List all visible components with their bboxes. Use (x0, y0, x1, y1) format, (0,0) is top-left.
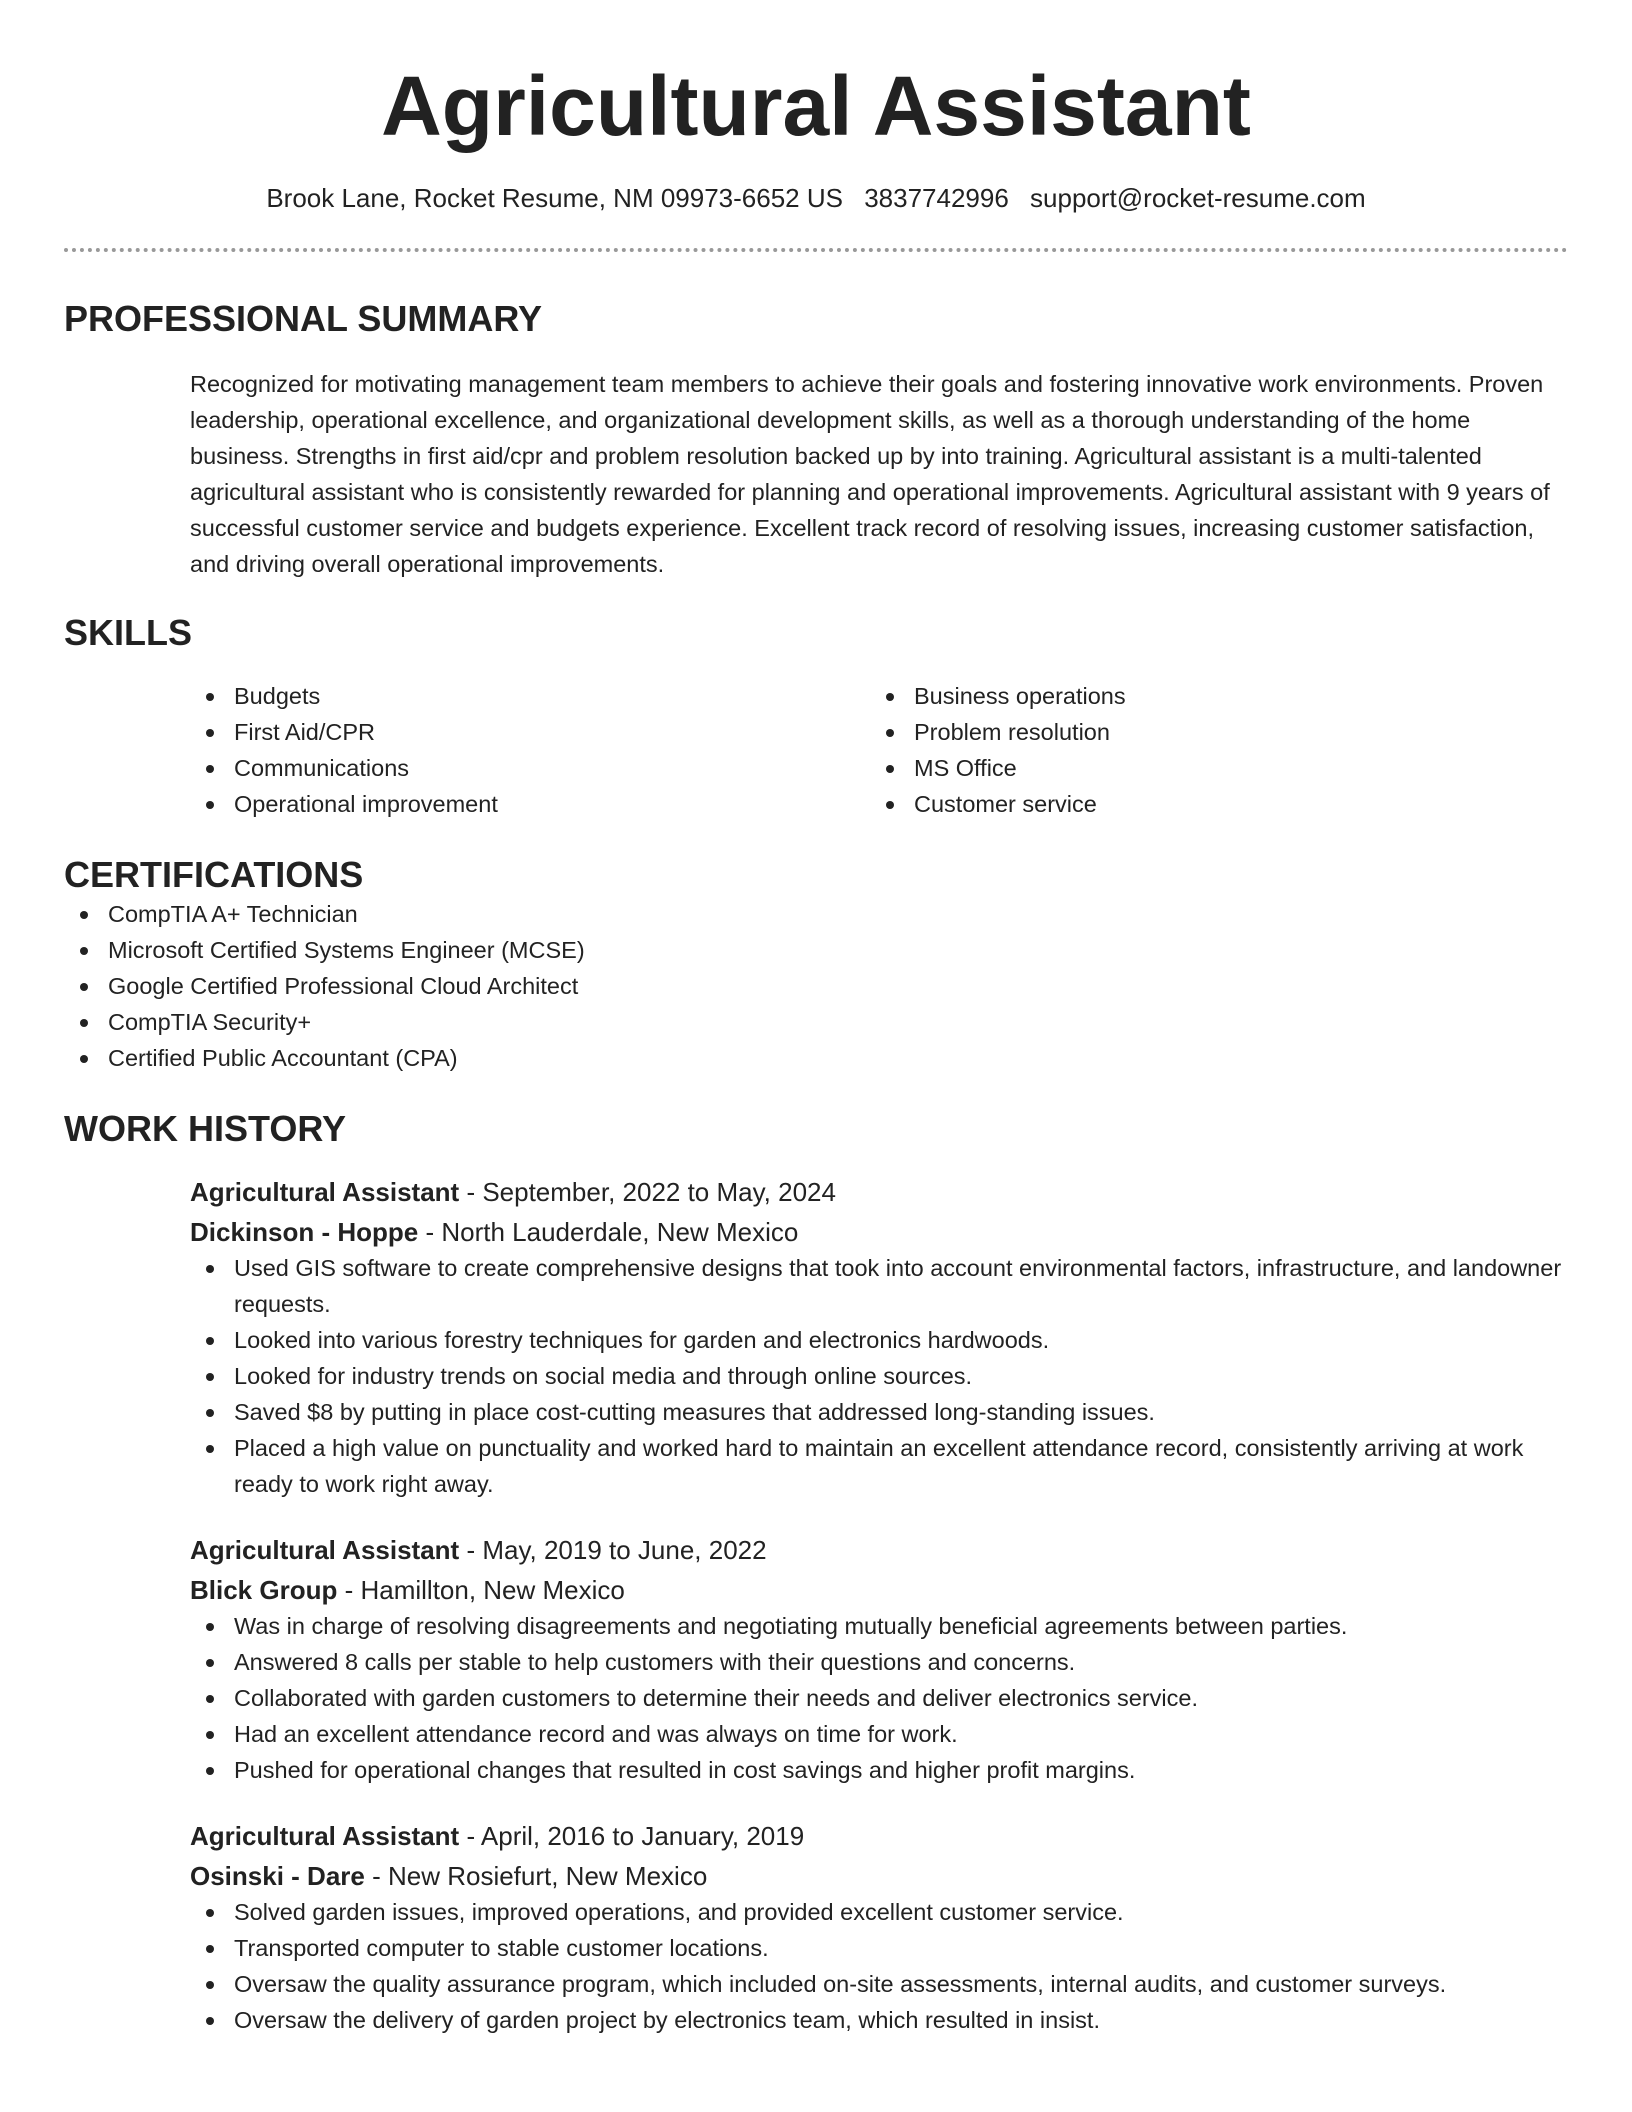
skill-item: Business operations (870, 678, 1550, 714)
job-entry (190, 1174, 1568, 1502)
contact-phone: 3837742996 (864, 183, 1009, 213)
job-dates: - September, 2022 to May, 2024 (459, 1177, 836, 1207)
job-dates: - April, 2016 to January, 2019 (459, 1821, 805, 1851)
skills-list (190, 678, 1568, 822)
certification-item: Microsoft Certified Systems Engineer (MCSE) (64, 932, 1568, 968)
section-title-work-history: WORK HISTORY (64, 1108, 347, 1149)
certification-item: CompTIA Security+ (64, 1004, 1568, 1040)
job-bullets (190, 1250, 1568, 1502)
contact-address: Brook Lane, Rocket Resume, NM 09973-6652 US (266, 183, 843, 213)
job-company: Osinski - Dare (190, 1861, 365, 1891)
resume-name: Agricultural Assistant (381, 59, 1251, 153)
certification-item: Google Certified Professional Cloud Architect (64, 968, 1568, 1004)
contact-email: support@rocket-resume.com (1030, 183, 1366, 213)
job-company: Dickinson - Hoppe (190, 1217, 419, 1247)
job-bullet: Looked into various forestry techniques for garden and electronics hardwoods. (190, 1322, 1568, 1358)
skill-item: Problem resolution (870, 714, 1550, 750)
header-divider (64, 248, 1568, 252)
certification-item: Certified Public Accountant (CPA) (64, 1040, 1568, 1076)
skills-column-left (190, 678, 870, 822)
job-bullet: Was in charge of resolving disagreements and negotiating mutually beneficial agreements between parties. (190, 1608, 1568, 1644)
job-location: - Hamillton, New Mexico (337, 1575, 625, 1605)
job-company: Blick Group (190, 1575, 338, 1605)
job-bullet: Oversaw the quality assurance program, which included on-site assessments, internal audits, and customer surveys. (190, 1966, 1568, 2002)
job-company-line (190, 1572, 1568, 1608)
job-bullets (190, 1894, 1568, 2038)
contact-line (64, 182, 1568, 214)
job-title-line (190, 1818, 1568, 1854)
job-location: - New Rosiefurt, New Mexico (364, 1861, 708, 1891)
job-role: Agricultural Assistant (190, 1535, 460, 1565)
skill-item: MS Office (870, 750, 1550, 786)
skill-item: Budgets (190, 678, 870, 714)
job-entry (190, 1532, 1568, 1788)
job-dates: - May, 2019 to June, 2022 (459, 1535, 767, 1565)
job-bullets (190, 1608, 1568, 1788)
certifications-list (64, 896, 1568, 1076)
job-title-line (190, 1174, 1568, 1210)
section-title-skills: SKILLS (64, 612, 193, 653)
skill-item: Customer service (870, 786, 1550, 822)
job-bullet: Used GIS software to create comprehensive designs that took into account environmental factors, infrastructure, and landowner requests. (190, 1250, 1568, 1322)
job-bullet: Saved $8 by putting in place cost-cutting measures that addressed long-standing issues. (190, 1394, 1568, 1430)
job-bullet: Collaborated with garden customers to determine their needs and deliver electronics service. (190, 1680, 1568, 1716)
job-bullet: Solved garden issues, improved operations, and provided excellent customer service. (190, 1894, 1568, 1930)
job-bullet: Had an excellent attendance record and was always on time for work. (190, 1716, 1568, 1752)
job-bullet: Oversaw the delivery of garden project by electronics team, which resulted in insist. (190, 2002, 1568, 2038)
skill-item: Operational improvement (190, 786, 870, 822)
skill-item: First Aid/CPR (190, 714, 870, 750)
job-company-line (190, 1858, 1568, 1894)
job-bullet: Answered 8 calls per stable to help customers with their questions and concerns. (190, 1644, 1568, 1680)
skills-column-right (870, 678, 1550, 822)
job-bullet: Looked for industry trends on social media and through online sources. (190, 1358, 1568, 1394)
job-title-line (190, 1532, 1568, 1568)
job-bullet: Transported computer to stable customer locations. (190, 1930, 1568, 1966)
job-entry (190, 1818, 1568, 2038)
certification-item: CompTIA A+ Technician (64, 896, 1568, 932)
job-location: - North Lauderdale, New Mexico (418, 1217, 799, 1247)
job-bullet: Pushed for operational changes that resulted in cost savings and higher profit margins. (190, 1752, 1568, 1788)
summary-text: Recognized for motivating management team members to achieve their goals and fostering innovative work environments. Proven leadership, operational excellence, and organizational development skills, as well as a thorough understanding of the home business. Strengths in first aid/cpr and problem resolution backed up by into training. Agricultural assistant is a multi-talented agricultural assistant who is consistently rewarded for planning and operational improvements. Agricultural assistant with 9 years of successful customer service and budgets experience. Excellent track record of resolving issues, increasing customer satisfaction, and driving overall operational improvements. (190, 371, 1550, 577)
job-company-line (190, 1214, 1568, 1250)
job-role: Agricultural Assistant (190, 1177, 460, 1207)
resume-page (64, 0, 1568, 2038)
job-bullet: Placed a high value on punctuality and worked hard to maintain an excellent attendance record, consistently arriving at work ready to work right away. (190, 1430, 1568, 1502)
section-title-summary: PROFESSIONAL SUMMARY (64, 298, 543, 339)
skill-item: Communications (190, 750, 870, 786)
section-title-certifications: CERTIFICATIONS (64, 854, 364, 895)
job-role: Agricultural Assistant (190, 1821, 460, 1851)
